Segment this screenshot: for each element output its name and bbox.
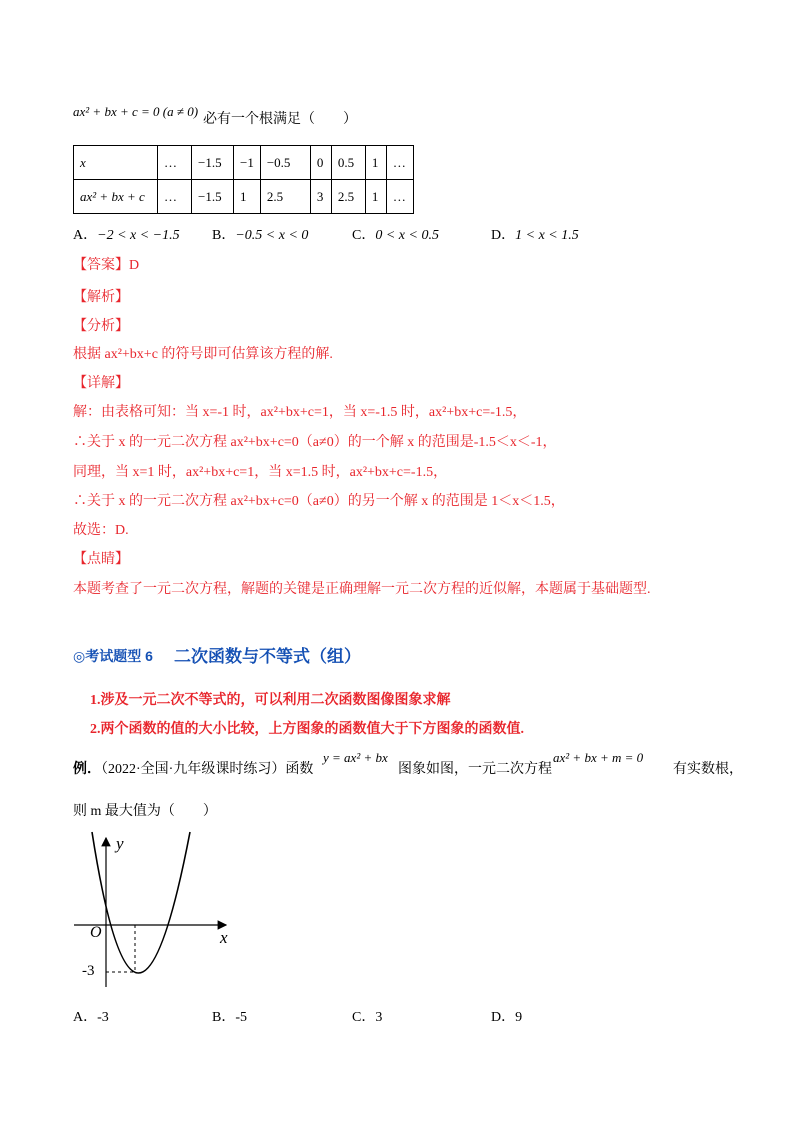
example-question: 则 m 最大值为（ ） — [73, 804, 217, 819]
option-letter: B． — [212, 1010, 236, 1025]
example-option-d[interactable] — [491, 1006, 522, 1026]
option-text: -3 — [97, 1010, 109, 1025]
table-row-label: x — [74, 146, 158, 180]
option-text: −0.5 < x < 0 — [235, 228, 309, 243]
parabola-graph — [70, 830, 250, 990]
table-cell: … — [386, 146, 413, 180]
table-cell: … — [386, 180, 413, 214]
option-text: 9 — [515, 1010, 523, 1025]
option-text: −2 < x < −1.5 — [97, 228, 180, 243]
xiangjie-line: 解：由表格可知：当 x=-1 时，ax²+bx+c=1，当 x=-1.5 时，ax²+bx+c=-1.5， — [73, 405, 527, 420]
option-text: 3 — [375, 1010, 383, 1025]
table-cell: 3 — [310, 180, 331, 214]
table-cell: … — [158, 180, 192, 214]
dianjing-text: 本题考查了一元二次方程，解题的关键是正确理解一元二次方程的近似解，本题属于基础题型. — [73, 582, 651, 597]
parabola-curve — [92, 832, 190, 973]
question-prompt: 必有一个根满足（ ） — [203, 112, 357, 127]
x-axis-label: x — [220, 928, 228, 947]
table-cell: … — [158, 146, 192, 180]
xiangjie-label: 【详解】 — [73, 376, 129, 391]
option-letter: D． — [491, 1010, 516, 1025]
example-option-b[interactable] — [212, 1006, 247, 1026]
table-row — [74, 146, 414, 180]
example-tail: 有实数根， — [673, 762, 743, 777]
option-text: 0 < x < 0.5 — [375, 228, 439, 243]
example-line — [73, 758, 313, 778]
xiangjie-line: ∴关于 x 的一元二次方程 ax²+bx+c=0（a≠0）的另一个解 x 的范围是 1＜x＜1.5， — [73, 494, 565, 509]
xiangjie-line: 同理，当 x=1 时，ax²+bx+c=1，当 x=1.5 时，ax²+bx+c=-1.5， — [73, 465, 448, 480]
answer-value: D — [129, 258, 140, 273]
table-cell: −1.5 — [192, 180, 234, 214]
answer-line — [73, 254, 139, 274]
y-axis-label: y — [116, 834, 124, 853]
option-c[interactable] — [352, 224, 439, 244]
fenxi-label: 【分析】 — [73, 319, 129, 334]
option-a[interactable] — [73, 224, 180, 244]
xiangjie-line: ∴关于 x 的一元二次方程 ax²+bx+c=0（a≠0）的一个解 x 的范围是-1.5＜x＜-1， — [73, 435, 557, 450]
option-b[interactable] — [212, 224, 308, 244]
answer-label: 【答案】 — [73, 258, 129, 273]
fenxi-text: 根据 ax²+bx+c 的符号即可估算该方程的解. — [73, 347, 333, 362]
option-letter: A． — [73, 228, 98, 243]
dianjing-label: 【点睛】 — [73, 552, 129, 567]
section-title: 二次函数与不等式（组） — [174, 647, 361, 666]
example-mid: 图象如图，一元二次方程 — [398, 762, 552, 777]
option-text: 1 < x < 1.5 — [515, 228, 579, 243]
option-letter: C． — [352, 228, 376, 243]
example-option-c[interactable] — [352, 1006, 382, 1026]
table-cell: −0.5 — [260, 146, 310, 180]
table-cell: 1 — [365, 180, 386, 214]
table-cell: −1 — [234, 146, 261, 180]
table-cell: −1.5 — [192, 146, 234, 180]
origin-label: O — [90, 924, 102, 941]
table-row — [74, 180, 414, 214]
section-point: 2.两个函数的值的大小比较，上方图象的函数值大于下方图象的函数值. — [90, 722, 524, 737]
table-cell: 1 — [234, 180, 261, 214]
jiexi-label: 【解析】 — [73, 290, 129, 305]
table-row-label: ax² + bx + c — [74, 180, 158, 214]
table-cell: 2.5 — [331, 180, 365, 214]
example-label: 例． — [73, 762, 101, 777]
table-cell: 1 — [365, 146, 386, 180]
example-source: （2022·全国·九年级课时练习）函数 — [101, 762, 314, 777]
example-option-a[interactable] — [73, 1006, 109, 1026]
option-letter: C． — [352, 1010, 376, 1025]
option-text: -5 — [235, 1010, 248, 1025]
option-letter: D． — [491, 228, 516, 243]
example-eq: ax² + bx + m = 0 — [553, 750, 644, 765]
xiangjie-line: 故选：D. — [73, 523, 129, 538]
example-func: y = ax² + bx — [323, 750, 388, 765]
table-cell: 0.5 — [331, 146, 365, 180]
table-cell: 0 — [310, 146, 331, 180]
option-d[interactable] — [491, 224, 579, 244]
question-equation: ax² + bx + c = 0 (a ≠ 0) — [73, 104, 199, 119]
section-marker: ◎考试题型 6 — [73, 648, 153, 664]
option-letter: A． — [73, 1010, 98, 1025]
min-value-label: -3 — [82, 963, 95, 979]
option-letter: B． — [212, 228, 236, 243]
table-cell: 2.5 — [260, 180, 310, 214]
value-table — [73, 145, 414, 214]
section-point: 1.涉及一元二次不等式的，可以利用二次函数图像图象求解 — [90, 693, 451, 708]
